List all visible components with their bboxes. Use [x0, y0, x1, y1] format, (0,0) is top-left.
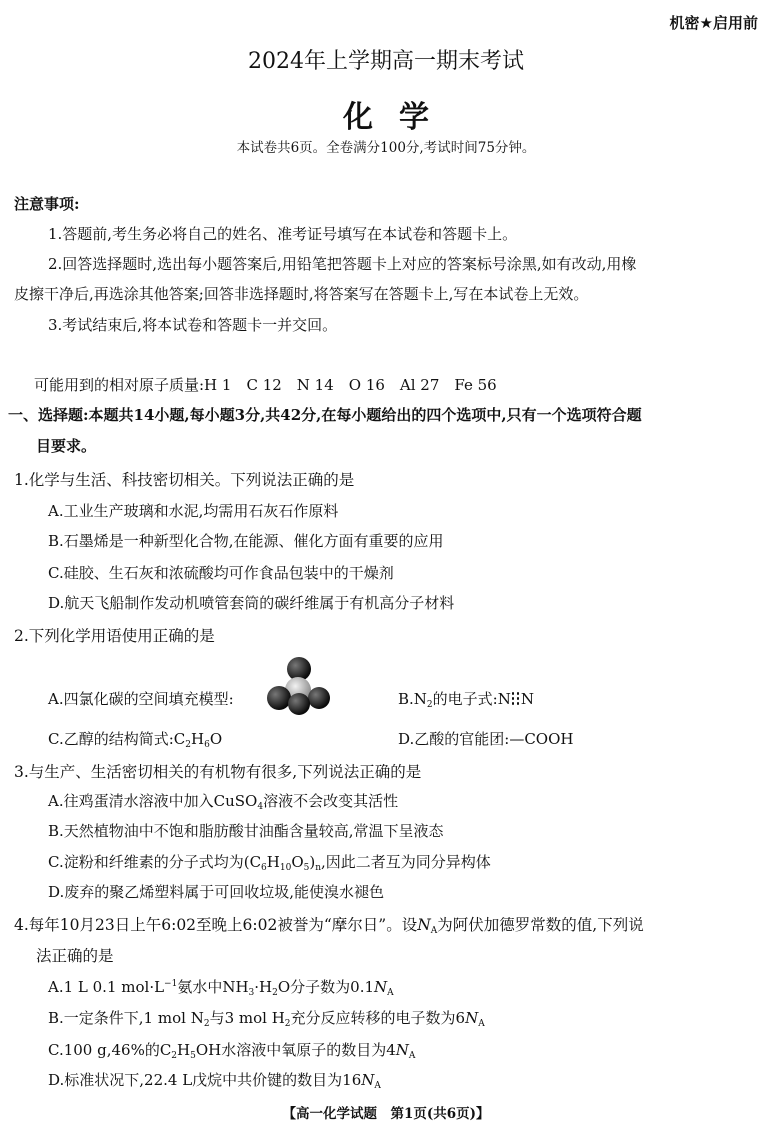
question-4-stem-cont: 法正确的是 [36, 947, 114, 965]
notice-item-3: 3.考试结束后,将本试卷和答题卡一并交回。 [48, 316, 338, 334]
question-2-option-d: D.乙酸的官能团:—COOH [398, 730, 574, 748]
notice-heading: 注意事项: [14, 195, 80, 213]
notice-item-2: 2.回答选择题时,选出每小题答案后,用铅笔把答题卡上对应的答案标号涂黑,如有改动,用橡 [48, 255, 637, 273]
question-3-option-d: D.废弃的聚乙烯塑料属于可回收垃圾,能使溴水褪色 [48, 883, 385, 901]
question-4-option-a: A.1 L 0.1 $mol\cdot L^{-1}$氨水中$NH_3\cdot H_2O$分子数为$0.1N_A$ [48, 978, 394, 998]
question-4-option-b: B.一定条件下,1 mol $N_2$与3 mol $H_2$充分反应转移的电子数为$6N_A$ [48, 1009, 485, 1029]
question-4-option-d: D.标准状况下,22.4 L戊烷中共价键的数目为$16N_A$ [48, 1071, 381, 1091]
question-1-option-c: C.硅胶、生石灰和浓硫酸均可作食品包装中的干燥剂 [48, 564, 394, 582]
question-3-option-a: A.往鸡蛋清水溶液中加入CuSO$_4$溶液不会改变其活性 [48, 792, 399, 812]
question-2-stem: 2.下列化学用语使用正确的是 [14, 627, 215, 645]
section-heading-cont: 目要求。 [36, 437, 97, 455]
confidential-label: 机密★启用前 [669, 14, 758, 32]
question-2-option-a: A.四氯化碳的空间填充模型: [48, 690, 234, 708]
question-3-stem: 3.与生产、生活密切相关的有机物有很多,下列说法正确的是 [14, 763, 422, 781]
ccl4-space-filling-model-icon [264, 654, 334, 716]
subject-title: 化学 [343, 100, 455, 135]
notice-item-2-cont: 皮擦干净后,再选涂其他答案;回答非选择题时,将答案写在答题卡上,写在本试卷上无效。 [14, 285, 589, 303]
question-3-option-c: C.淀粉和纤维素的分子式均为$(C_6H_{10}O_5)_n$,因此二者互为同分异构体 [48, 853, 491, 873]
question-1-option-a: A.工业生产玻璃和水泥,均需用石灰石作原料 [48, 502, 339, 520]
section-heading: 一、选择题:本题共14小题,每小题3分,共42分,在每小题给出的四个选项中,只有一个选项符合题 [8, 406, 642, 424]
notice-item-1: 1.答题前,考生务必将自己的姓名、准考证号填写在本试卷和答题卡上。 [48, 225, 518, 243]
question-1-stem: 1.化学与生活、科技密切相关。下列说法正确的是 [14, 471, 355, 489]
question-1-option-d: D.航天飞船制作发动机喷管套筒的碳纤维属于有机高分子材料 [48, 594, 455, 612]
question-1-option-b: B.石墨烯是一种新型化合物,在能源、催化方面有重要的应用 [48, 532, 444, 550]
atomic-masses: 可能用到的相对原子质量:H 1 C 12 N 14 O 16 Al 27 Fe 56 [34, 376, 497, 394]
page-footer: 【高一化学试题 第1页(共6页)】 [282, 1106, 490, 1122]
question-3-option-b: B.天然植物油中不饱和脂肪酸甘油酯含量较高,常温下呈液态 [48, 822, 444, 840]
question-4-stem: 4.每年10月23日上午6:02至晚上6:02被誉为“摩尔日”。设$N_A$为阿伏加德罗常数的值,下列说 [14, 916, 644, 936]
question-4-option-c: C.100 g,46%的$C_2H_5OH$水溶液中氧原子的数目为$4N_A$ [48, 1041, 416, 1061]
question-2-option-c: C.乙醇的结构简式$:C_2H_6O$ [48, 730, 223, 750]
exam-info: 本试卷共6页。全卷满分100分,考试时间75分钟。 [236, 140, 536, 156]
triple-bond-electron-dots-icon [512, 691, 520, 705]
question-2-option-b: $B.N_2$的电子式:N N [398, 690, 534, 710]
exam-title: 2024年上学期高一期末考试 [248, 49, 524, 74]
